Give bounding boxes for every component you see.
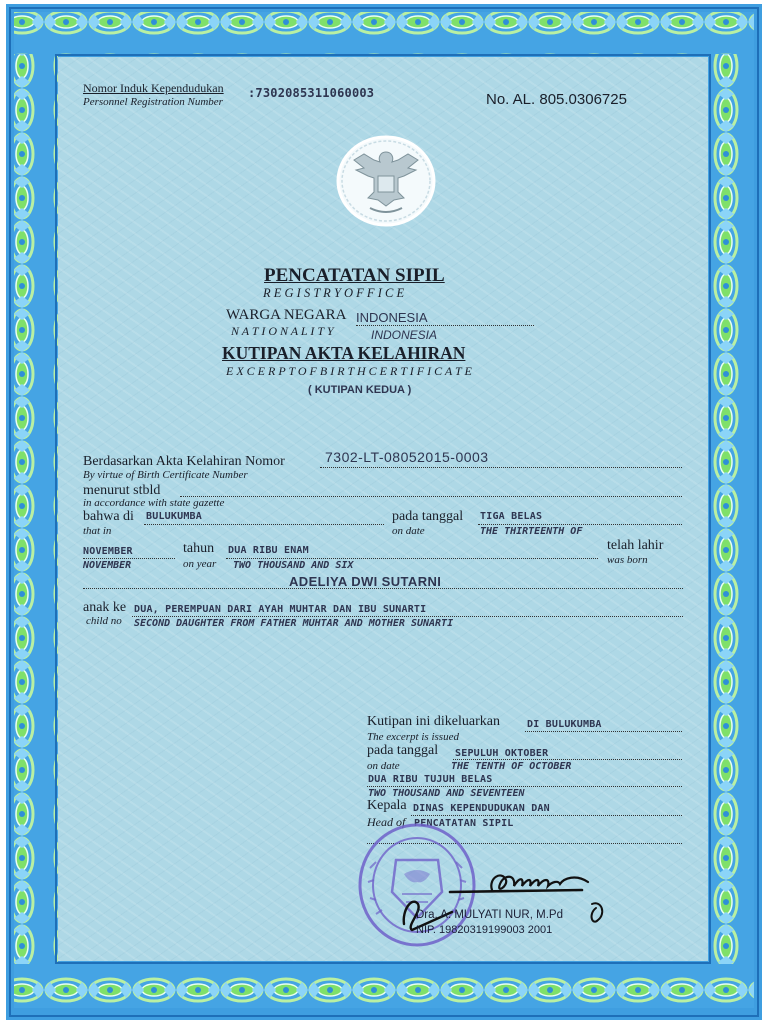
child-no-label-en: child no	[86, 615, 122, 627]
copy-note: ( KUTIPAN KEDUA )	[308, 384, 412, 396]
stbld-dotline	[180, 496, 682, 497]
nik-label-en: Personnel Registration Number	[83, 96, 223, 108]
garuda-emblem	[334, 134, 438, 228]
birth-date-dotline	[478, 524, 682, 525]
birth-date-value-en: THE THIRTEENTH OF	[480, 526, 583, 537]
issued-place: DI BULUKUMBA	[527, 719, 602, 730]
birth-date-value: TIGA BELAS	[480, 511, 543, 522]
issued-date-label-en: on date	[367, 760, 400, 772]
birth-date-label: pada tanggal	[392, 509, 464, 524]
cert-number-value: 7302-LT-08052015-0003	[325, 449, 489, 465]
nationality-label-en: N A T I O N A L I T Y	[231, 324, 334, 338]
child-no-dotline	[132, 616, 683, 617]
child-no-label: anak ke	[83, 600, 127, 615]
issued-year-en: TWO THOUSAND AND SEVENTEEN	[368, 788, 525, 799]
nationality-dotline	[356, 325, 534, 326]
child-no-value: DUA, PEREMPUAN DARI AYAH MUHTAR DAN IBU SUNARTI	[134, 604, 427, 615]
cert-number-label-en: By virtue of Birth Certificate Number	[83, 469, 248, 481]
nik-value: :7302085311060003	[248, 86, 375, 100]
was-born-label: telah lahir	[607, 538, 664, 553]
place-value: BULUKUMBA	[146, 511, 202, 522]
head-dotline	[411, 815, 682, 816]
birth-year-label: tahun	[183, 541, 215, 556]
issued-label-en: The excerpt is issued	[367, 731, 459, 743]
birth-month-dotline	[83, 558, 175, 559]
place-label: bahwa di	[83, 509, 134, 524]
issued-year-dotline	[367, 786, 682, 787]
birth-month: NOVEMBER	[83, 546, 133, 557]
child-name: ADELIYA DWI SUTARNI	[289, 574, 442, 589]
nationality-label: WARGA NEGARA	[226, 307, 347, 323]
child-no-value-en: SECOND DAUGHTER FROM FATHER MUHTAR AND MOTHER SUNARTI	[134, 618, 454, 629]
nik-label: Nomor Induk Kependudukan	[83, 81, 224, 95]
issued-date-value: SEPULUH OKTOBER	[455, 748, 549, 759]
place-dotline	[144, 524, 384, 525]
head-label: Kepala	[367, 798, 407, 813]
stbld-label: menurut stbld	[83, 483, 161, 498]
office-title-en: R E G I S T R Y O F F I C E	[263, 286, 405, 300]
head-value-1: DINAS KEPENDUDUKAN DAN	[413, 803, 550, 814]
birth-year-value-en: TWO THOUSAND AND SIX	[233, 560, 354, 571]
nationality-value-en: INDONESIA	[371, 328, 438, 342]
stbld-label-en: in accordance with state gazette	[83, 497, 225, 509]
issued-year: DUA RIBU TUJUH BELAS	[368, 774, 493, 785]
document-title: KUTIPAN AKTA KELAHIRAN	[222, 343, 466, 363]
head-label-en: Head of	[367, 815, 406, 829]
child-name-dotline	[83, 588, 683, 589]
issued-place-dotline	[525, 731, 682, 732]
serial-number: No. AL. 805.0306725	[486, 91, 627, 108]
issued-date-value-en: THE TENTH OF OCTOBER	[451, 761, 572, 772]
birth-year-dotline	[226, 558, 598, 559]
birth-year-label-en: on year	[183, 558, 217, 570]
office-title: PENCATATAN SIPIL	[264, 265, 445, 286]
issued-date-dotline	[453, 759, 682, 760]
place-label-en: that in	[83, 525, 112, 537]
issued-label: Kutipan ini dikeluarkan	[367, 714, 500, 729]
document-title-en: E X C E R P T O F B I R T H C E R T I F I C A T E	[226, 364, 472, 378]
head-value-2: PENCATATAN SIPIL	[414, 818, 514, 829]
birth-year-value: DUA RIBU ENAM	[228, 545, 309, 556]
birth-date-label-en: on date	[392, 525, 425, 537]
signatory-name: Dra. A. MULYATI NUR, M.Pd	[416, 909, 563, 921]
nationality-value: INDONESIA	[356, 310, 428, 325]
handwritten-signature	[392, 856, 614, 934]
birth-month-en: NOVEMBER	[83, 560, 132, 571]
cert-number-dotline	[320, 467, 682, 468]
signatory-nip: NIP. 19820319199003 2001	[416, 924, 553, 936]
issued-date-label: pada tanggal	[367, 743, 439, 758]
cert-number-label: Berdasarkan Akta Kelahiran Nomor	[83, 454, 285, 469]
was-born-label-en: was born	[607, 554, 648, 566]
